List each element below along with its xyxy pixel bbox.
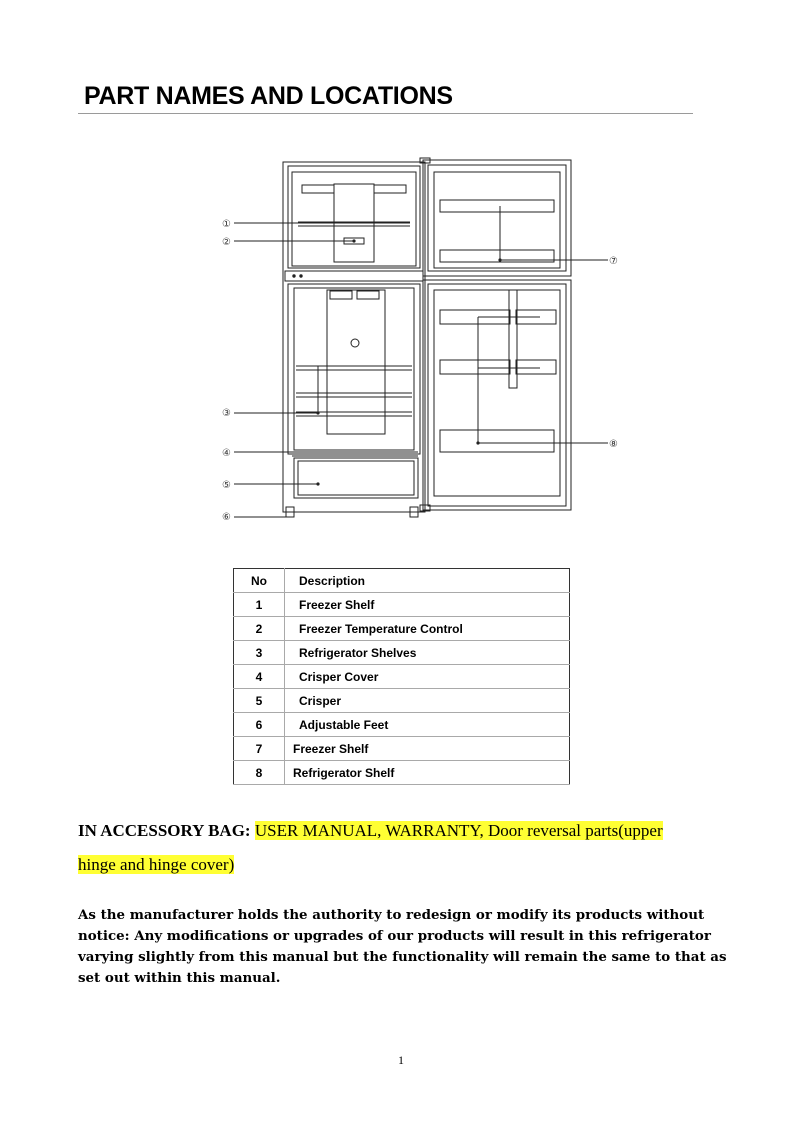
- column-header-no: No: [234, 569, 285, 593]
- page-title: PART NAMES AND LOCATIONS: [84, 82, 453, 110]
- table-row: [234, 665, 570, 689]
- cabinet-outline: [283, 162, 425, 512]
- callout-4: ④: [222, 448, 231, 459]
- table-row: [234, 593, 570, 617]
- callout-6: ⑥: [222, 512, 231, 523]
- part-description: Refrigerator Shelf: [285, 761, 570, 785]
- refrigerator-diagram: [210, 150, 630, 530]
- part-number: 3: [234, 641, 285, 665]
- column-header-description: Description: [285, 569, 570, 593]
- part-description: Freezer Temperature Control: [285, 617, 570, 641]
- accessory-contents-line1: USER MANUAL, WARRANTY, Door reversal parts(upper: [254, 821, 663, 840]
- table-row: [234, 737, 570, 761]
- parts-table: [233, 568, 570, 785]
- accessory-bag-note: [78, 814, 718, 882]
- callout-1: ①: [222, 219, 231, 230]
- accessory-label: IN ACCESSORY BAG:: [78, 821, 251, 840]
- part-number: 5: [234, 689, 285, 713]
- table-row: [234, 641, 570, 665]
- table-header-row: [234, 569, 570, 593]
- table-row: [234, 689, 570, 713]
- part-description: Refrigerator Shelves: [285, 641, 570, 665]
- part-number: 7: [234, 737, 285, 761]
- accessory-contents-line2: hinge and hinge cover): [78, 855, 235, 874]
- table-row: [234, 617, 570, 641]
- part-description: Crisper Cover: [285, 665, 570, 689]
- manufacturer-notice: As the manufacturer holds the authority to redesign or modify its products without notice: Any modifications or upgrades of our products will result in this refrigerator varying slightly from this manual but the functionality will remain the same to that as set out within this manual.: [78, 907, 727, 986]
- page-number: 1: [398, 1053, 404, 1067]
- title-divider: [78, 113, 693, 114]
- part-number: 2: [234, 617, 285, 641]
- part-description: Crisper: [285, 689, 570, 713]
- table-row: [234, 713, 570, 737]
- callout-8: ⑧: [609, 439, 618, 450]
- part-description: Adjustable Feet: [285, 713, 570, 737]
- part-number: 6: [234, 713, 285, 737]
- callout-2: ②: [222, 237, 231, 248]
- part-description: Freezer Shelf: [285, 737, 570, 761]
- callout-3: ③: [222, 408, 231, 419]
- callout-5: ⑤: [222, 480, 231, 491]
- part-description: Freezer Shelf: [285, 593, 570, 617]
- part-number: 1: [234, 593, 285, 617]
- table-row: [234, 761, 570, 785]
- part-number: 8: [234, 761, 285, 785]
- callout-7: ⑦: [609, 256, 618, 267]
- part-number: 4: [234, 665, 285, 689]
